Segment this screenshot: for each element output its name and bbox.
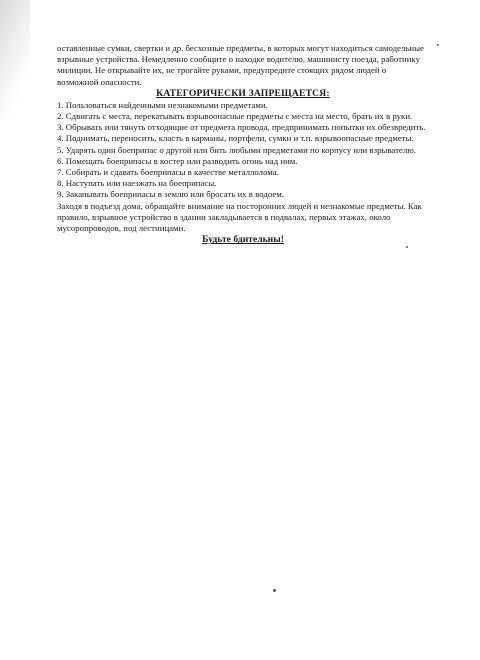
prohibitions-heading: КАТЕГОРИЧЕСКИ ЗАПРЕЩАЕТСЯ:	[156, 87, 330, 99]
document-body	[57, 43, 429, 246]
list-item: 4. Поднимать, переносить, класть в карманы, портфели, сумки и т.п. взрывоопасные предметы.	[57, 133, 414, 144]
intro-paragraph: оставленные сумки, свертки и др. бесхозные предметы, в которых могут находиться самодельные взрывные устройства. Немедленно сообщите о находке водителю, машинисту поезда, работнику милиции. Не открывайте их, не трогайте руками, предупредите стоящих рядом людей о возможной опасности.	[57, 43, 424, 87]
list-item: 8. Наступать или наезжать на боеприпасы.	[57, 178, 217, 189]
list-item: 6. Помещать боеприпасы в костер или разводить огонь над ним.	[57, 155, 298, 166]
list-item: 7. Собирать и сдавать боеприпасы в качестве металлолома.	[57, 167, 279, 178]
closing-slogan: Будьте бдительны!	[202, 234, 284, 246]
closing-paragraph: Заходя в подъезд дома, обращайте внимание на посторонних людей и незнакомые предметы. Как правило, взрывное устройство в здании закладывается в подвалах, первых этажах, около мусоропроводов, под лестницами.	[57, 200, 422, 234]
scan-speck	[273, 589, 276, 592]
page-fold-shadow	[0, 0, 30, 120]
scan-speck	[437, 44, 439, 46]
list-item: 2. Сдвигать с места, перекатывать взрывоопасные предметы с места на место, брать их в руки.	[57, 111, 413, 122]
list-item: 3. Обрывать или тянуть отходящие от предмета провода, предпринимать попытки их обезвредить.	[57, 122, 426, 133]
scan-speck	[406, 246, 408, 248]
list-item: 9. Закапывать боеприпасы в землю или бросать их в водоем.	[57, 189, 285, 200]
list-item: 1. Пользоваться найденными незнакомыми предметами.	[57, 99, 268, 110]
list-item: 5. Ударять один боеприпас о другой или бить любыми предметами по корпусу или взрывателю.	[57, 144, 416, 155]
